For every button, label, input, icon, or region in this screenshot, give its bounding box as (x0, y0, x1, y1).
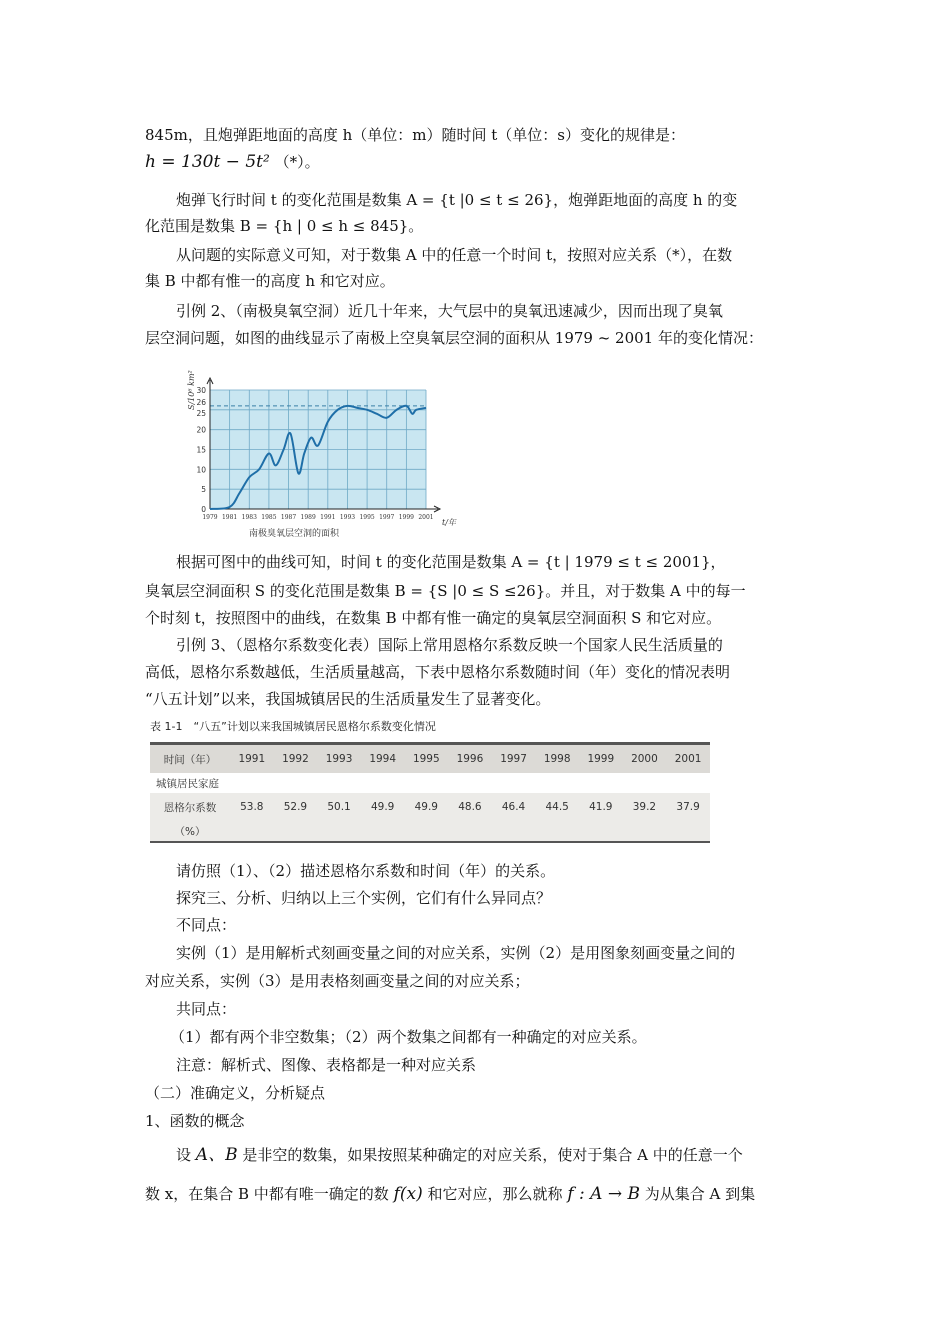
x-tick-label: 1991 (320, 514, 336, 521)
engel-table-figure (150, 718, 710, 844)
table-row (150, 773, 710, 793)
value-cell: 53.8 (240, 801, 264, 813)
paragraph-line: 不同点： (176, 916, 237, 934)
formula: h = 130t − 5t² (145, 152, 270, 172)
paragraph-line: 探究三、分析、归纳以上三个实例，它们有什么异同点？ (176, 889, 552, 907)
paragraph-line: （1）都有两个非空数集；（2）两个数集之间都有一种确定的对应关系。 (170, 1028, 647, 1046)
paragraph-line: 实例（1）是用解析式刻画变量之间的对应关系，实例（2）是用图象刻画变量之间的 (176, 944, 736, 962)
paragraph-line: 集 B 中都有惟一的高度 h 和它对应。 (145, 272, 395, 290)
y-tick-label: 5 (201, 485, 206, 495)
text-run: 和它对应，那么就称 (427, 1185, 563, 1203)
text-run: 是非空的数集，如果按照某种确定的对应关系，使对于集合 A 中的任意一个 (242, 1146, 743, 1164)
paragraph-line: 845m，且炮弹距地面的高度 h（单位：m）随时间 t（单位：s）变化的规律是： (145, 126, 686, 144)
value-cell: 49.9 (370, 801, 395, 813)
formula-label: （*）。 (274, 153, 320, 171)
value-cell: 37.9 (676, 801, 700, 813)
chart-grid (210, 390, 426, 509)
x-tick-label: 1999 (398, 514, 415, 521)
table-header-row (150, 744, 710, 774)
x-tick-label: 1981 (221, 514, 238, 521)
value-cell: 41.9 (589, 801, 613, 813)
value-cell: 44.5 (545, 801, 569, 813)
paragraph-line: 化范围是数集 B = {h | 0 ≤ h ≤ 845}。 (145, 217, 424, 235)
sets-math: A、B (195, 1145, 238, 1165)
x-tick-label: 1983 (241, 514, 257, 521)
paragraph-line: 臭氧层空洞面积 S 的变化范围是数集 B = {S |0 ≤ S ≤26}。并且，对于数集 A 中的每一 (145, 582, 746, 600)
paragraph-line: 高低，恩格尔系数越低，生活质量越高，下表中恩格尔系数随时间（年）变化的情况表明 (145, 663, 731, 681)
empty-cell (230, 821, 710, 842)
definition-line (145, 1184, 810, 1204)
ozone-chart (184, 366, 464, 540)
value-cell: 48.6 (458, 801, 482, 813)
function-math: f(x) (393, 1184, 423, 1204)
y-tick-label: 20 (196, 425, 206, 435)
year-cell: 1994 (361, 744, 405, 774)
x-tick-label: 1993 (339, 514, 356, 521)
section-heading: （二）准确定义，分析疑点 (145, 1084, 326, 1102)
paragraph-line: 引例 2、（南极臭氧空洞）近几十年来，大气层中的臭氧迅速减少，因而出现了臭氧 (176, 302, 723, 320)
year-cell: 1996 (448, 744, 492, 774)
definition-line (176, 1145, 841, 1165)
header-label: 时间（年） (150, 744, 230, 774)
table-row (150, 793, 710, 821)
paragraph-line: 请仿照（1）、（2）描述恩格尔系数和时间（年）的关系。 (176, 862, 556, 880)
year-cell: 1999 (579, 744, 623, 774)
section-heading: 1、函数的概念 (145, 1112, 245, 1130)
year-cell: 2001 (666, 744, 710, 774)
y-tick-label: 0 (201, 505, 206, 514)
value-cell: 49.9 (414, 801, 438, 813)
paragraph-line: 层空洞问题，如图的曲线显示了南极上空臭氧层空洞的面积从 1979 ~ 2001 年的变化情况： (145, 329, 763, 347)
x-tick-label: 1989 (300, 514, 316, 521)
y-tick-label: 15 (196, 445, 206, 455)
y-tick-label: 25 (196, 408, 206, 418)
y-tick-label: 26 (196, 397, 206, 407)
year-cell: 2000 (623, 744, 667, 774)
paragraph-line: 注意：解析式、图像、表格都是一种对应关系 (176, 1056, 477, 1074)
chart-caption: 南极臭氧层空洞的面积 (249, 529, 340, 539)
table-row (150, 821, 710, 842)
year-cell: 1993 (317, 744, 361, 774)
x-tick-label: 1985 (261, 514, 277, 521)
value-cell: 46.4 (501, 801, 526, 813)
value-cell: 50.1 (327, 801, 351, 813)
engel-table (150, 742, 710, 843)
paragraph-line: 对应关系，实例（3）是用表格刻画变量之间的对应关系； (145, 972, 530, 990)
x-tick-label: 1979 (202, 514, 218, 521)
row-label: 恩格尔系数 (163, 801, 217, 814)
y-tick-label: 30 (196, 386, 206, 395)
x-tick-label: 1997 (379, 514, 395, 521)
paragraph-line: “八五计划”以来，我国城镇居民的生活质量发生了显著变化。 (145, 690, 551, 708)
year-cell: 1995 (405, 744, 449, 774)
y-axis-label: S/10⁶ km² (187, 370, 196, 410)
row-label: （%） (150, 821, 230, 842)
formula-line (145, 152, 810, 172)
value-cell: 52.9 (283, 801, 308, 813)
paragraph-line: 引例 3、（恩格尔系数变化表）国际上常用恩格尔系数反映一个国家人民生活质量的 (176, 636, 723, 654)
paragraph-line: 共同点： (176, 1000, 237, 1018)
y-tick-label: 10 (196, 465, 206, 475)
paragraph-line: 从问题的实际意义可知，对于数集 A 中的任意一个时间 t，按照对应关系（*），在数 (176, 246, 733, 264)
row-label: 城镇居民家庭 (156, 777, 219, 790)
table-title: 表 1-1 “八五”计划以来我国城镇居民恩格尔系数变化情况 (150, 720, 436, 733)
paragraph-line: 根据可图中的曲线可知，时间 t 的变化范围是数集 A = {t | 1979 ≤ t ≤ 2001}， (176, 553, 726, 571)
value-cell: 39.2 (632, 801, 657, 813)
text-run: 数 x，在集合 B 中都有唯一确定的数 (145, 1185, 389, 1203)
paragraph-line: 个时刻 t，按照图中的曲线，在数集 B 中都有惟一确定的臭氧层空洞面积 S 和它对应。 (145, 609, 722, 627)
year-cell: 1998 (535, 744, 579, 774)
mapping-math: f : A → B (567, 1184, 640, 1204)
text-run: 设 (176, 1146, 192, 1164)
year-cell: 1991 (230, 744, 274, 774)
text-run: 为从集合 A 到集 (644, 1185, 756, 1203)
x-tick-label: 1995 (359, 514, 375, 521)
x-tick-label: 2001 (418, 514, 434, 521)
paragraph-line: 炮弹飞行时间 t 的变化范围是数集 A = {t |0 ≤ t ≤ 26}，炮弹距地面的高度 h 的变 (176, 191, 738, 209)
year-cell: 1997 (492, 744, 536, 774)
year-cell: 1992 (274, 744, 318, 774)
x-tick-label: 1987 (280, 514, 297, 521)
x-axis-label: t/年 (442, 518, 456, 527)
